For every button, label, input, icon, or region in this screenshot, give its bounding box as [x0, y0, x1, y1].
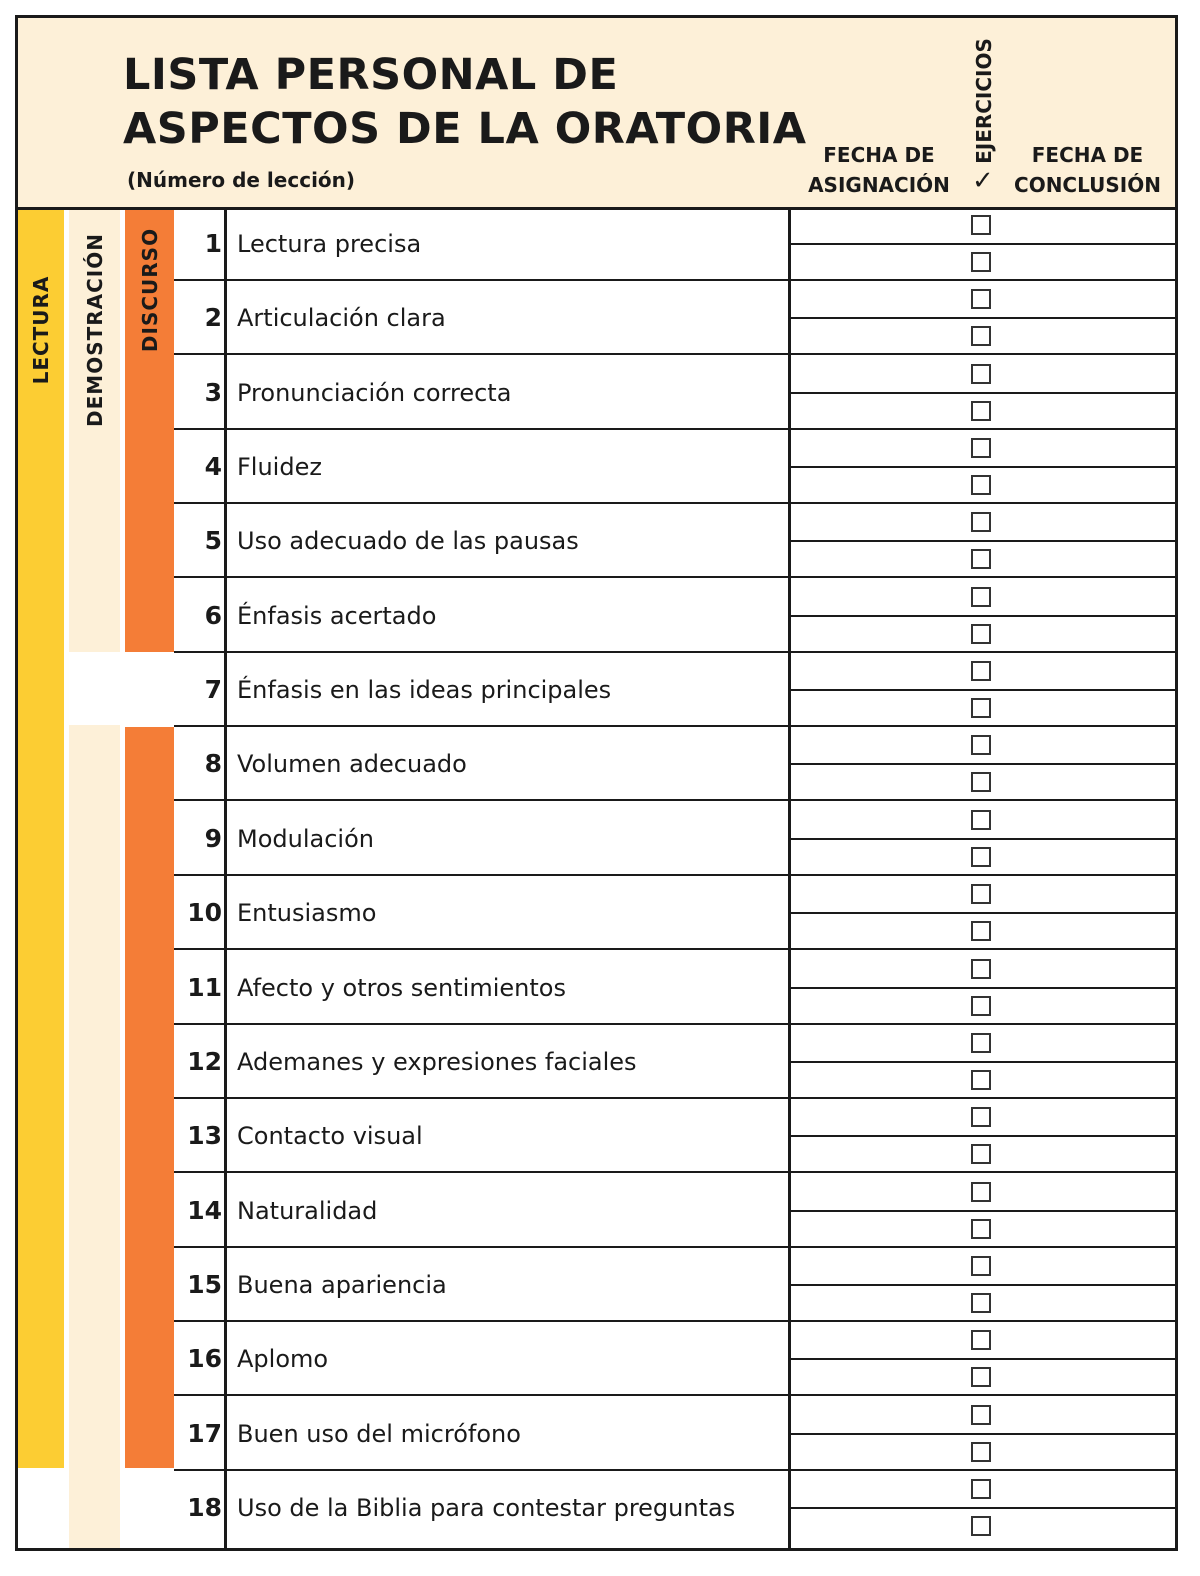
lesson-number: 1 [204, 229, 222, 258]
lesson-number: 5 [204, 526, 222, 556]
lesson-number: 18 [187, 1492, 222, 1522]
lesson-number: 16 [187, 1344, 222, 1374]
row-mid-divider [788, 466, 1178, 468]
lesson-number: 14 [187, 1195, 222, 1225]
exercise-checkbox[interactable] [971, 1107, 991, 1127]
lesson-number: 12 [187, 1046, 222, 1076]
exercise-checkbox[interactable] [971, 921, 991, 941]
exercise-checkbox[interactable] [971, 215, 991, 235]
band-discurso-continued [125, 727, 174, 1468]
lesson-number: 3 [204, 377, 222, 407]
lesson-label: Entusiasmo [237, 899, 377, 928]
lesson-row [174, 1397, 1178, 1471]
exercise-checkbox[interactable] [971, 512, 991, 532]
exercise-checkbox[interactable] [971, 1516, 991, 1536]
row-mid-divider [788, 1507, 1178, 1509]
exercise-checkbox[interactable] [971, 1330, 991, 1350]
lesson-number: 13 [187, 1121, 222, 1151]
lesson-row [174, 356, 1178, 430]
lesson-label: Énfasis en las ideas principales [237, 676, 612, 705]
exercise-checkbox[interactable] [971, 1256, 991, 1276]
lesson-number: 15 [187, 1269, 222, 1299]
exercise-checkbox[interactable] [971, 438, 991, 458]
exercise-checkbox[interactable] [971, 698, 991, 718]
lesson-row [174, 1471, 1178, 1545]
exercise-checkbox[interactable] [971, 1033, 991, 1053]
band-lectura-label: LECTURA [29, 275, 53, 385]
exercise-checkbox[interactable] [971, 810, 991, 830]
subtitle: (Número de lección) [127, 168, 356, 192]
exercise-checkbox[interactable] [971, 996, 991, 1016]
lesson-label: Articulación clara [237, 304, 446, 333]
lesson-label: Aplomo [237, 1345, 329, 1374]
band-demostracion-label-wrap [69, 210, 120, 450]
lesson-row [174, 951, 1178, 1025]
lesson-row [174, 1099, 1178, 1173]
lesson-row [174, 1025, 1178, 1099]
lesson-label: Fluidez [237, 453, 322, 482]
header [18, 18, 1175, 210]
column-header-conclusion-date: FECHA DE CONCLUSIÓN [1014, 143, 1161, 197]
lesson-number: 10 [187, 898, 222, 928]
checkmark-icon: ✓ [972, 166, 994, 196]
lesson-row [174, 579, 1178, 653]
row-mid-divider [788, 689, 1178, 691]
lesson-label: Buena apariencia [237, 1270, 447, 1299]
lesson-label: Contacto visual [237, 1122, 423, 1151]
band-demostracion [69, 210, 120, 1548]
lesson-label: Afecto y otros sentimientos [237, 973, 566, 1002]
exercise-checkbox[interactable] [971, 772, 991, 792]
row-mid-divider [788, 1358, 1178, 1360]
exercise-checkbox[interactable] [971, 587, 991, 607]
band-discurso [125, 210, 174, 652]
row-mid-divider [788, 838, 1178, 840]
row-mid-divider [788, 987, 1178, 989]
lesson-label: Volumen adecuado [237, 750, 467, 779]
exercise-checkbox[interactable] [971, 364, 991, 384]
lesson-label: Lectura precisa [237, 230, 422, 258]
column-header-exercises-label: EJERCICIOS [972, 38, 996, 164]
row-mid-divider [788, 317, 1178, 319]
row-mid-divider [788, 540, 1178, 542]
exercise-checkbox[interactable] [971, 1182, 991, 1202]
row-mid-divider [788, 243, 1178, 245]
lesson-label: Modulación [237, 824, 374, 853]
lesson-row [174, 281, 1178, 355]
lesson-label: Uso de la Biblia para contestar preguntas [237, 1493, 736, 1522]
row-mid-divider [788, 1061, 1178, 1063]
exercise-checkbox[interactable] [971, 1367, 991, 1387]
band-demostracion-label: DEMOSTRACIÓN [82, 233, 107, 427]
exercise-checkbox[interactable] [971, 1219, 991, 1239]
exercise-checkbox[interactable] [971, 289, 991, 309]
exercise-checkbox[interactable] [971, 884, 991, 904]
exercise-checkbox[interactable] [971, 1442, 991, 1462]
lesson-number: 7 [204, 675, 222, 705]
band-lectura [18, 210, 64, 1468]
row-mid-divider [788, 615, 1178, 617]
lesson-row [174, 1174, 1178, 1248]
exercise-checkbox[interactable] [971, 735, 991, 755]
lesson-row [174, 504, 1178, 578]
lesson-label: Naturalidad [237, 1196, 378, 1225]
exercise-checkbox[interactable] [971, 475, 991, 495]
lesson-number: 6 [204, 600, 222, 630]
exercise-checkbox[interactable] [971, 252, 991, 272]
row-mid-divider [788, 1433, 1178, 1435]
lesson-row [174, 802, 1178, 876]
lesson-row [174, 430, 1178, 504]
lesson-label: Uso adecuado de las pausas [237, 527, 579, 556]
row-mid-divider [788, 1210, 1178, 1212]
lesson-label: Buen uso del micrófono [237, 1419, 521, 1448]
exercise-checkbox[interactable] [971, 624, 991, 644]
lesson-row [174, 1248, 1178, 1322]
lesson-number: 11 [187, 972, 222, 1002]
exercise-checkbox[interactable] [971, 549, 991, 569]
exercise-checkbox[interactable] [971, 661, 991, 681]
band-discurso-label: DISCURSO [137, 227, 162, 353]
exercise-checkbox[interactable] [971, 1070, 991, 1090]
band-lectura-label-wrap [18, 210, 64, 450]
exercise-checkbox[interactable] [971, 959, 991, 979]
exercise-checkbox[interactable] [971, 401, 991, 421]
row-mid-divider [788, 392, 1178, 394]
lesson-row [174, 1322, 1178, 1396]
lesson-number: 2 [204, 303, 222, 333]
exercise-checkbox[interactable] [971, 326, 991, 346]
lesson-label: Énfasis acertado [237, 601, 437, 630]
lesson-label: Pronunciación correcta [237, 378, 512, 407]
lesson-number: 9 [204, 823, 222, 853]
lesson-row [174, 653, 1178, 727]
row-mid-divider [788, 1135, 1178, 1137]
lesson-number: 17 [187, 1418, 222, 1448]
lesson-number: 4 [204, 452, 222, 482]
row-mid-divider [788, 763, 1178, 765]
lesson-number: 8 [204, 749, 222, 779]
band-demostracion-gap [66, 652, 176, 725]
lesson-row [174, 207, 1178, 281]
exercise-checkbox[interactable] [971, 1479, 991, 1499]
exercise-checkbox[interactable] [971, 1293, 991, 1313]
page-title: LISTA PERSONAL DE ASPECTOS DE LA ORATORIA [123, 50, 807, 154]
lesson-row [174, 876, 1178, 950]
column-header-exercises [966, 36, 1002, 166]
lesson-row [174, 727, 1178, 801]
exercise-checkbox[interactable] [971, 1144, 991, 1164]
exercise-checkbox[interactable] [971, 1405, 991, 1425]
lesson-label: Ademanes y expresiones faciales [237, 1047, 637, 1076]
exercise-checkbox[interactable] [971, 847, 991, 867]
band-discurso-label-wrap [125, 210, 174, 370]
column-header-assignment-date: FECHA DE ASIGNACIÓN [808, 143, 950, 197]
row-mid-divider [788, 1284, 1178, 1286]
row-mid-divider [788, 912, 1178, 914]
